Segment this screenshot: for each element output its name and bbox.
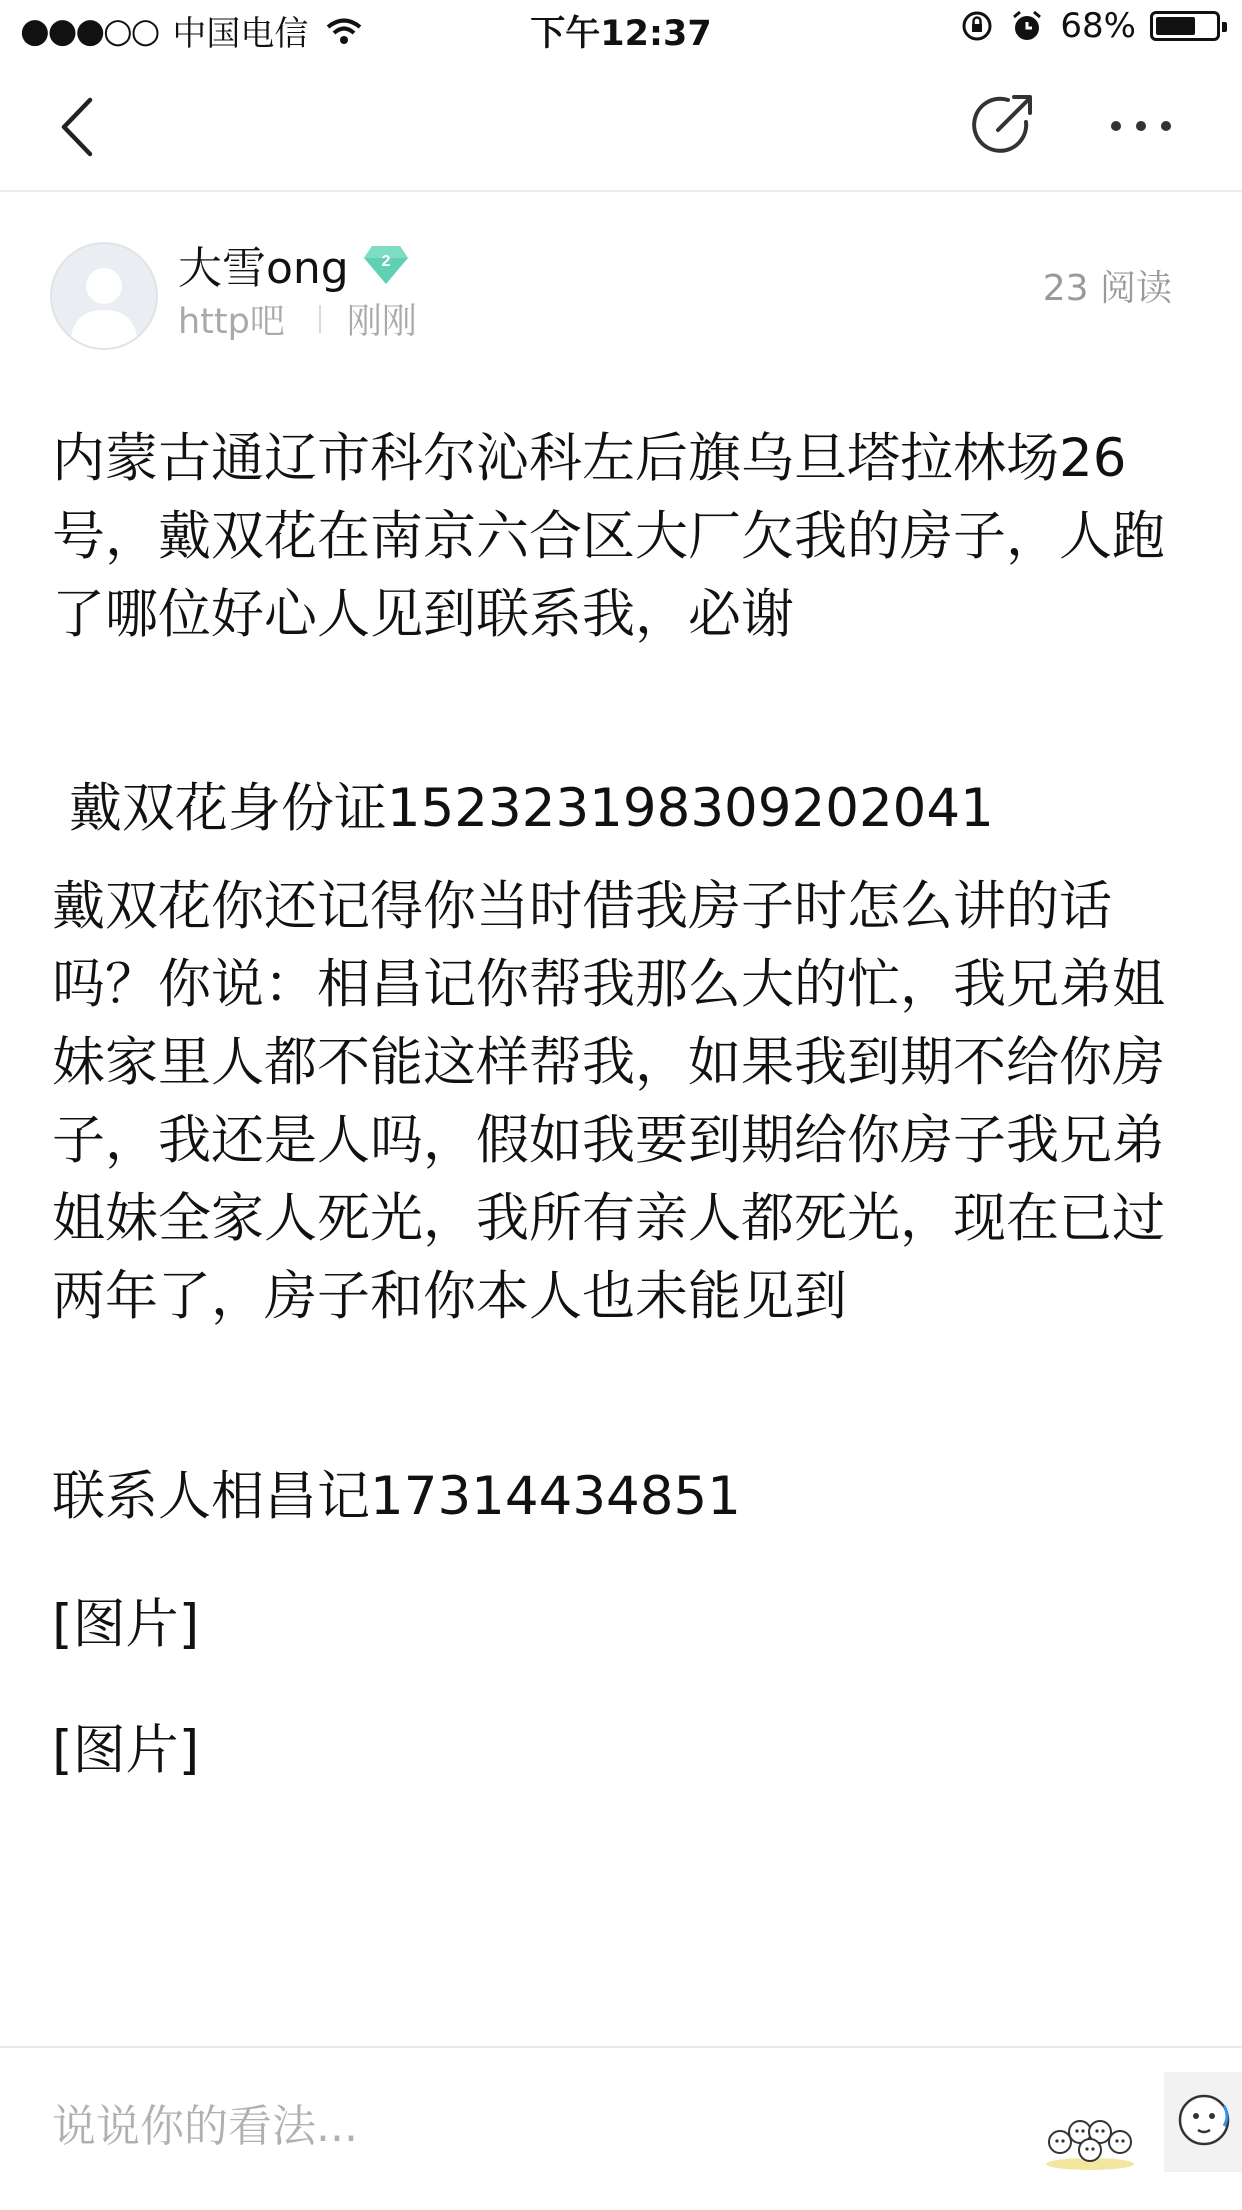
rotation-lock-icon xyxy=(960,9,994,43)
level-number: 2 xyxy=(381,253,391,270)
emoji-face-icon[interactable] xyxy=(1164,2072,1242,2172)
nav-bar xyxy=(0,62,1242,192)
comment-bar xyxy=(0,2046,1242,2210)
post-paragraph: 内蒙古通辽市科尔沁科左后旗乌旦塔拉林场26号，戴双花在南京六合区大厂欠我的房子，人跑了哪位好心人见到联系我，必谢 xyxy=(52,428,1165,645)
post-time: 刚刚 xyxy=(346,302,417,342)
carrier-name: 中国电信 xyxy=(172,14,309,54)
post-paragraph: 戴双花你还记得你当时借我房子时怎么讲的话吗？你说：相昌记你帮我那么大的忙，我兄弟姐妹家里人都不能这样帮我，如果我到期不给你房子，我还是人吗，假如我要到期给你房子我兄弟姐妹全家人死光，我所有亲人都死光，现在已过两年了，房子和你本人也未能见到 xyxy=(52,876,1165,1327)
battery-tip xyxy=(1222,22,1227,32)
status-bar xyxy=(0,0,1242,62)
status-time: 下午12:37 xyxy=(530,14,712,54)
post-paragraph: 戴双花身份证152323198309202041 xyxy=(52,778,994,839)
alarm-icon xyxy=(1010,9,1044,43)
emoji-crowd-icon[interactable] xyxy=(1044,2102,1136,2172)
battery-icon xyxy=(1150,11,1220,41)
more-dots-icon[interactable] xyxy=(1106,106,1176,146)
default-avatar-icon xyxy=(52,244,156,348)
author-meta xyxy=(178,294,417,344)
avatar[interactable] xyxy=(50,242,158,350)
post-paragraph: 联系人相昌记17314434851 xyxy=(52,1466,741,1527)
image-placeholder[interactable]: [图片] xyxy=(52,1720,200,1781)
read-count: 23 阅读 xyxy=(1042,268,1172,309)
forum-name[interactable]: http吧 xyxy=(178,302,285,342)
author-name[interactable]: 大雪ong xyxy=(178,243,349,294)
level-badge-icon xyxy=(364,242,408,286)
signal-strength: ●●●○○ xyxy=(20,10,159,51)
comment-input[interactable]: 说说你的看法... xyxy=(52,2101,358,2152)
battery-percent: 68% xyxy=(1060,6,1136,46)
meta-divider xyxy=(319,305,321,333)
image-placeholder[interactable]: [图片] xyxy=(52,1594,200,1655)
post-content xyxy=(52,420,1192,1790)
share-icon[interactable] xyxy=(968,90,1038,160)
status-right xyxy=(960,6,1220,46)
battery-fill xyxy=(1156,17,1195,35)
author-header xyxy=(0,230,1242,370)
chevron-left-icon[interactable] xyxy=(52,92,112,162)
